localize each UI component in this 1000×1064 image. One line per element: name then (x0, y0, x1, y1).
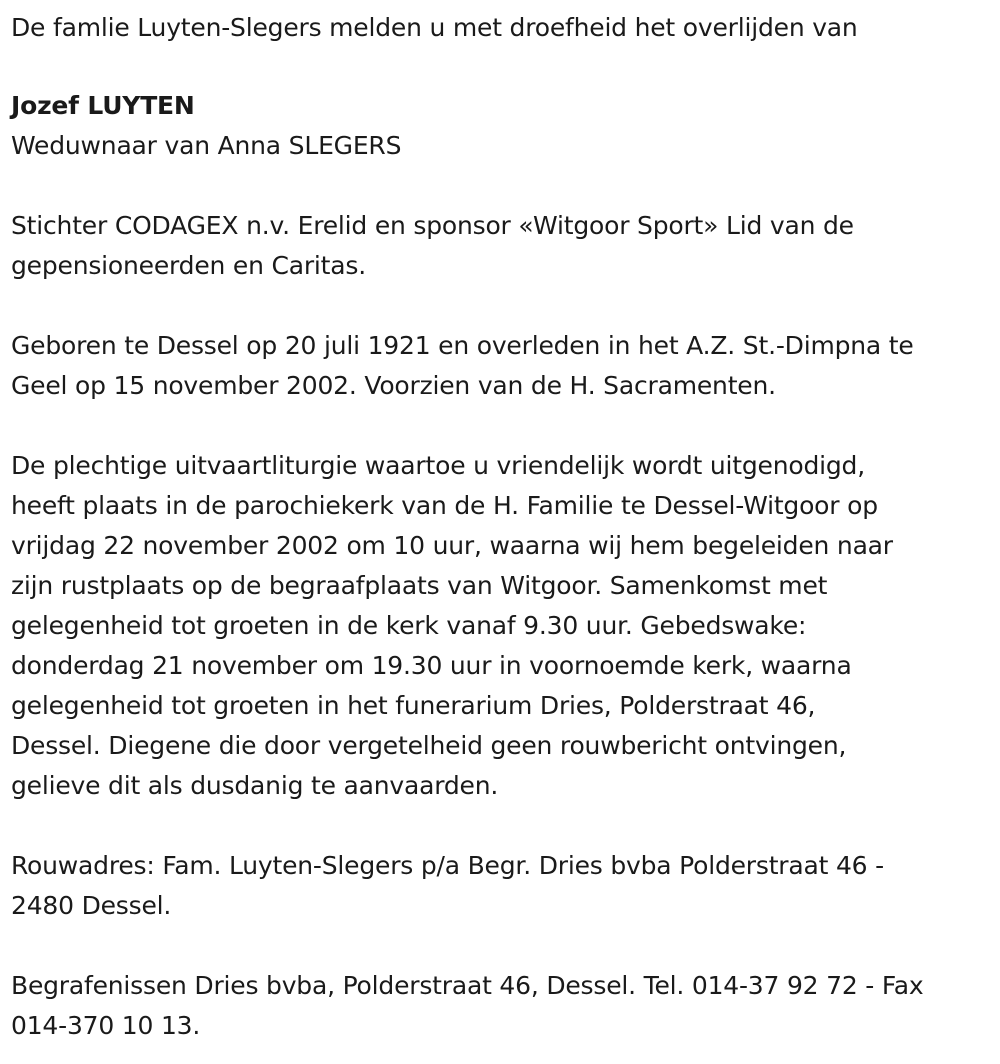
undertaker-paragraph: Begrafenissen Dries bvba, Polderstraat 46, Dessel. Tel. 014-37 92 72 - Fax 014-370 10 13. (11, 971, 924, 1040)
roles-paragraph: Stichter CODAGEX n.v. Erelid en sponsor «Witgoor Sport» Lid van de gepensioneerden en Caritas. (11, 211, 854, 280)
deceased-name: Jozef LUYTEN (11, 91, 195, 120)
death-notice (11, 8, 986, 1046)
funeral-paragraph: De plechtige uitvaartliturgie waartoe u vriendelijk wordt uitgenodigd, heeft plaats in de parochiekerk van de H. Familie te Dessel-Witgoor op vrijdag 22 november 2002 om 10 uur, waarna wij hem begeleiden naar zijn rustplaats op de begraafplaats van Witgoor. Samenkomst met gelegenheid tot groeten in de kerk vanaf 9.30 uur. Gebedswake: donderdag 21 november om 19.30 uur in voornoemde kerk, waarna gelegenheid tot groeten in het funerarium Dries, Polderstraat 46, Dessel. Diegene die door vergetelheid geen rouwbericht ontvingen, gelieve dit als dusdanig te aanvaarden. (11, 451, 893, 800)
intro-text: De famlie Luyten-Slegers melden u met droefheid het overlijden van (11, 13, 858, 42)
birth-death-paragraph: Geboren te Dessel op 20 juli 1921 en overleden in het A.Z. St.-Dimpna te Geel op 15 november 2002. Voorzien van de H. Sacramenten. (11, 331, 914, 400)
deceased-relation: Weduwnaar van Anna SLEGERS (11, 131, 402, 160)
mourning-address-paragraph: Rouwadres: Fam. Luyten-Slegers p/a Begr. Dries bvba Polderstraat 46 - 2480 Dessel. (11, 851, 884, 920)
